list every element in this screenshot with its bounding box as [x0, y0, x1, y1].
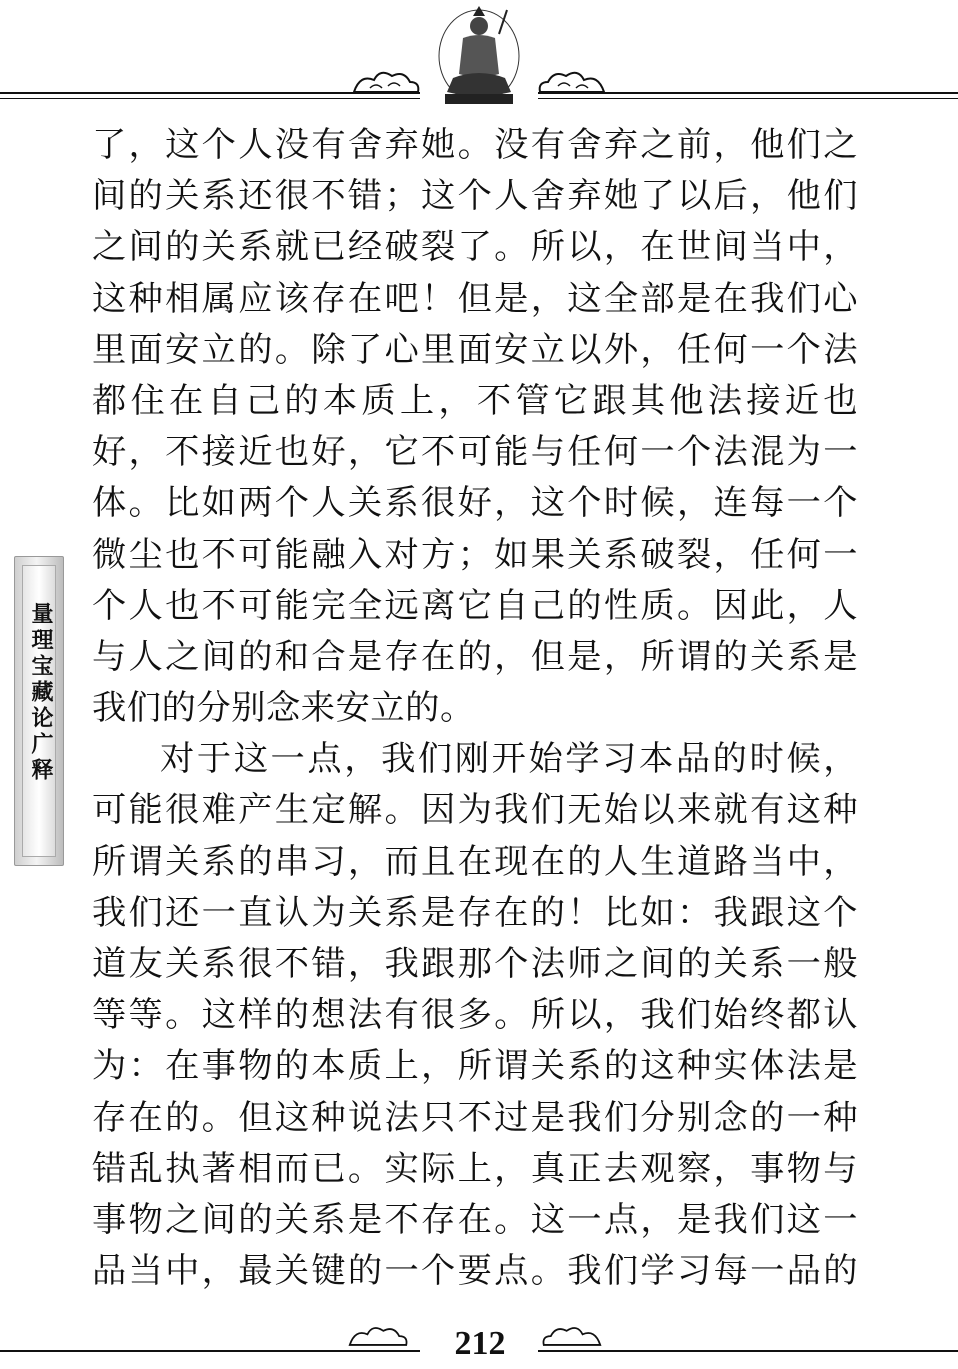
text-line: 我们还一直认为关系是存在的！比如：我跟这个: [92, 892, 858, 933]
text-line: 都住在自己的本质上，不管它跟其他法接近也: [92, 380, 858, 421]
text-line: 错乱执著相而已。实际上，真正去观察，事物与: [92, 1148, 858, 1189]
cloud-ornament-icon: [350, 66, 422, 100]
page-header: [0, 0, 958, 110]
text-line: 存在的。但这种说法只不过是我们分别念的一种: [92, 1097, 858, 1138]
side-tab: [14, 556, 64, 866]
text-line: 好，不接近也好，它不可能与任何一个法混为一: [92, 432, 858, 473]
text-line: 为：在事物的本质上，所谓关系的这种实体法是: [92, 1046, 858, 1087]
text-line: 这种相属应该存在吧！但是，这全部是在我们心: [92, 278, 858, 319]
text-line: 所谓关系的串习，而且在现在的人生道路当中，: [92, 841, 858, 882]
text-line: 体。比如两个人关系很好，这个时候，连每一个: [92, 483, 858, 524]
cloud-ornament-icon: [540, 1322, 604, 1352]
text-line: 与人之间的和合是存在的，但是，所谓的关系是: [92, 636, 858, 677]
page-footer: [0, 1318, 958, 1369]
book-title-vertical: 量理宝藏论广释: [28, 602, 54, 784]
text-line: 个人也不可能完全远离它自己的性质。因此，人: [92, 585, 858, 626]
body-text: [92, 120, 858, 1297]
page-number: 212: [454, 1325, 506, 1362]
text-line: 微尘也不可能融入对方；如果关系破裂，任何一: [92, 534, 858, 575]
text-line: 我们的分别念来安立的。: [92, 688, 475, 729]
cloud-ornament-icon: [536, 66, 608, 100]
text-line: 事物之间的关系是不存在。这一点，是我们这一: [92, 1199, 858, 1240]
text-line: 间的关系还很不错；这个人舍弃她了以后，他们: [92, 176, 858, 217]
text-line: 品当中，最关键的一个要点。我们学习每一品的: [92, 1251, 858, 1292]
text-line: 之间的关系就已经破裂了。所以，在世间当中，: [92, 227, 858, 268]
text-line: 了，这个人没有舍弃她。没有舍弃之前，他们之: [92, 125, 858, 165]
text-line: 等等。这样的想法有很多。所以，我们始终都认: [92, 995, 858, 1036]
text-line: 可能很难产生定解。因为我们无始以来就有这种: [92, 790, 858, 831]
seated-deity-emblem-icon: [433, 4, 525, 108]
cloud-ornament-icon: [346, 1322, 410, 1352]
side-tab-inner: [22, 565, 56, 857]
text-line: 里面安立的。除了心里面安立以外，任何一个法: [92, 329, 858, 370]
text-line: 对于这一点，我们刚开始学习本品的时候，: [160, 739, 858, 780]
text-line: 道友关系很不错，我跟那个法师之间的关系一般: [92, 944, 858, 984]
